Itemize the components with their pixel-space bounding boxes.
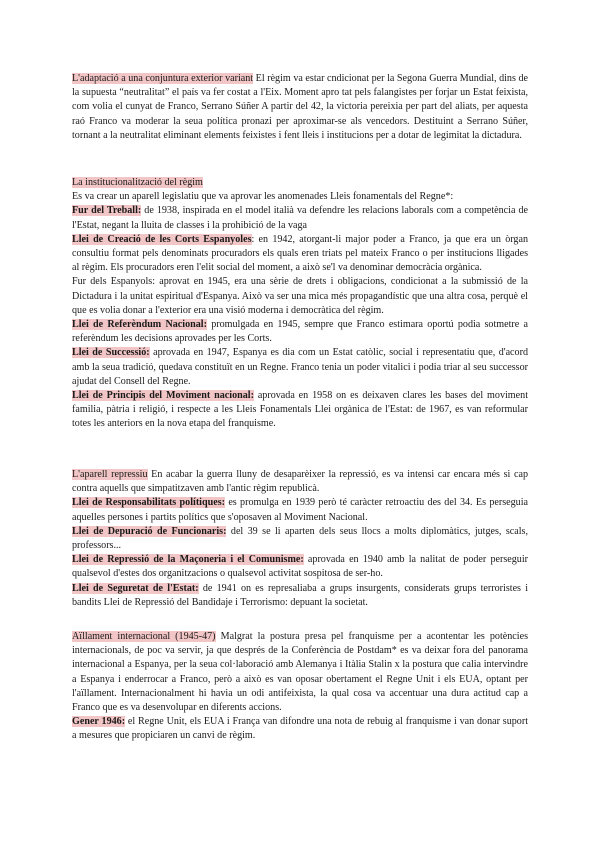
paragraph-text: En acabar la guerra lluny de desaparèixer la repressió, es va intensi car encara més si cap contra aquells que simpatitzaven amb l'antic règim republicà.	[72, 469, 528, 495]
paragraph	[72, 176, 528, 190]
highlighted-heading: L'adaptació a una conjuntura exterior variant	[72, 73, 254, 84]
highlighted-heading: La institucionalització del règim	[72, 177, 203, 188]
highlighted-law-title: Llei de Depuració de Funcionaris:	[72, 525, 227, 537]
paragraph	[72, 318, 528, 346]
highlighted-law-title: Llei de Responsabilitats polítiques:	[72, 497, 225, 509]
highlighted-law-title: Llei de Principis del Moviment nacional:	[72, 390, 254, 402]
highlighted-law-title: Llei de Referèndum Nacional:	[72, 319, 207, 331]
highlighted-law-title: Gener 1946:	[72, 716, 126, 728]
paragraph-text: aprovada en 1940 amb la nalitat de poder perseguir qualsevol d'estes dos organitzacions o qualsevol activitat sospitosa de ser-ho.	[72, 554, 528, 580]
paragraph-text: de 1938, inspirada en el model italià va defendre les relacions laborals com a competència de l'Estat, negant la lluita de classes i la prohibició de la vaga	[72, 205, 528, 231]
highlighted-law-title: Llei de Repressió de la Maçoneria i el Comunisme:	[72, 554, 304, 566]
paragraph-text: Fur dels Espanyols: aprovat en 1945, era una sèrie de drets i obligacions, condicionat a la submissió de la Dictadura i la unitat espiritual d'Espanya. Això va ser una mica més propagandístic que una altra cosa, perquè el que es volia donar a l'exterior era una visió moderna i democràtica del règim.	[72, 276, 528, 316]
paragraph-text: promulgada en 1945, sempre que Franco estimara oportú podia sotmetre a referèndum les decisions aprovades per les Corts.	[72, 319, 528, 345]
paragraph-text: El règim va estar cndicionat per la Segona Guerra Mundial, dins de la supuesta “neutralitat” el país va fer costat a l'Eix. Moment apro tat pels falangistes per forjar un Estat feixista, com volia el cunyat de Franco, Serrano Súñer A partir del 42, la victoria pereixia per part del aliats, per aquesta raó Franco va moderar la seua política pronazi per aproximar-se als vencedors. Destituint a Serrano Súñer, tornant a la neutralitat eliminant elements feixistes i fent lleis i institucions per a dotar de legimitat la dictadura.	[72, 73, 528, 141]
paragraph	[72, 525, 528, 553]
paragraph	[72, 275, 528, 318]
paragraph	[72, 389, 528, 432]
section-aparell-repressiu	[72, 468, 528, 610]
highlighted-law-title: Llei de Seguretat de l'Estat:	[72, 582, 199, 594]
paragraph-text: el Regne Unit, els EUA i França van difondre una nota de rebuig al franquisme i van donar suport a mesures que propiciaren un canvi de règim.	[72, 716, 528, 742]
paragraph-text: de 1941 on es represaliaba a grups insurgents, considerats grups terroristes i bandits Llei de Repressió del Bandidaje i Terrorismo: depuant la societat.	[72, 582, 528, 608]
paragraph-text: Es va crear un aparell legislatiu que va aprovar les anomenades Lleis fonamentals del Regne*:	[72, 191, 454, 203]
paragraph	[72, 582, 528, 610]
paragraph	[72, 233, 528, 276]
paragraph	[72, 496, 528, 524]
paragraph	[72, 715, 528, 743]
section-institucionalitzacio	[72, 176, 528, 432]
section-adaptacio	[72, 72, 528, 143]
paragraph	[72, 204, 528, 232]
paragraph	[72, 468, 528, 496]
paragraph	[72, 72, 528, 143]
paragraph-text: del 39 se li aparten dels seus llocs a molts diplomàtics, jutges, scals, professors...	[72, 525, 529, 552]
paragraph-text: es promulga en 1939 però té caràcter retroactiu des del 34. Es perseguia aquelles persones i partits polítics que s'oposaven al Moviment Nacional.	[72, 497, 528, 523]
highlighted-heading: L'aparell repressiu	[72, 469, 148, 480]
paragraph	[72, 553, 528, 581]
paragraph	[72, 630, 528, 715]
highlighted-heading: Aïllament internacional (1945-47)	[72, 631, 216, 642]
paragraph-text: aprovada en 1958 on es deixaven clares les bases del moviment familia, pàtria i religió, i respecte a les Lleis Fonamentals Llei orgànica de l'Estat: de 1967, es van reformular totes les anteriors en la nova etapa del franquisme.	[72, 390, 528, 430]
paragraph-text: Malgrat la postura presa pel franquisme per a acontentar les potències internacionals, de poc va servir, ja que després de la Conferència de Postdam* es va deixar fora del panorama internacional a Espanya, per la seua col·laboració amb Alemanya i Itàlia Stalin x la postura que calia intervindre a Espanya i enderrocar a Franco, però a això es van oposar obertament el Regne Unit i els EUA, optant per l'aïllament. Internacionalment hi havia un odi antifeixista, la qual cosa va accentuar una dura actitud cap a Franco que es va desenvolupar en diferents accions.	[72, 631, 528, 714]
paragraph	[72, 190, 528, 204]
section-aillament-internacional	[72, 630, 528, 744]
paragraph-text: : en 1942, atorgant-li major poder a Franco, ja que era un òrgan consultiu format pels denominats procuradors els quals eren triats pel mateix Franco o per institucions lligades al règim. Els procuradors eren l'elit social del moment, a això se'l va denominar democràcia orgànica.	[72, 233, 528, 274]
highlighted-law-title: Llei de Successió:	[72, 347, 150, 359]
highlighted-law-title: Llei de Creació de les Corts Espanyoles	[72, 233, 252, 245]
paragraph-text: aprovada en 1947, Espanya es dia com un Estat catòlic, social i representatiu que, d'acord amb la seua tradició, quedava constituït en un Regne. Franco tenia un poder vitalici i podia triar al seu successor ajudat del Consell del Regne.	[72, 347, 528, 387]
highlighted-law-title: Fur del Treball:	[72, 205, 142, 217]
paragraph	[72, 346, 528, 389]
